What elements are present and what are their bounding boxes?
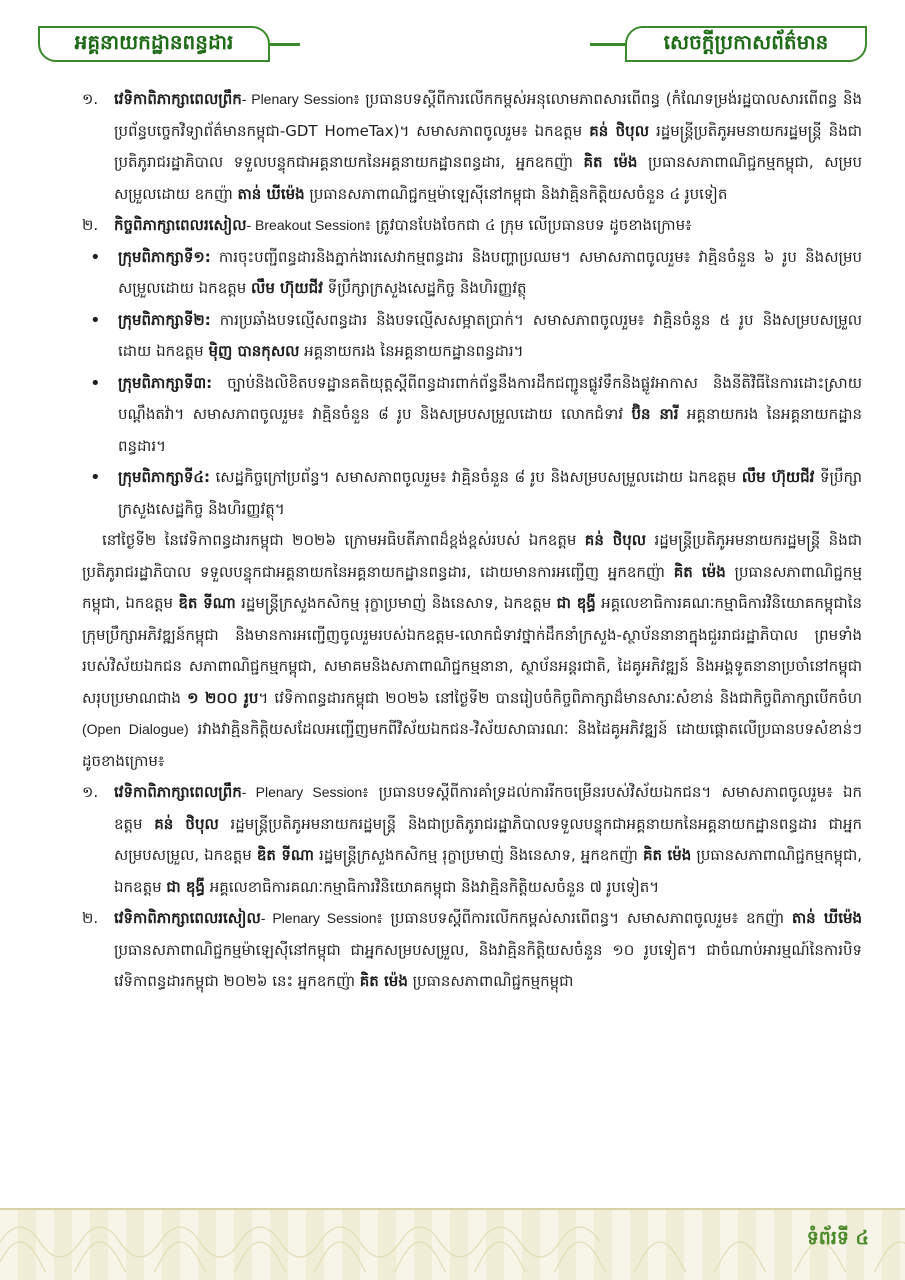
list-number: ១. (82, 783, 99, 801)
person-name: គិត ម៉េង (673, 562, 726, 581)
person-name: ប៊ិន នារី (631, 405, 679, 423)
group-heading: ក្រុមពិភាក្សាទី១: (118, 247, 211, 266)
group-heading: ក្រុមពិភាក្សាទី៤: (118, 468, 210, 486)
person-name: ម៉ិញ បានកុសល (208, 342, 300, 360)
session-type: - Plenary Session៖ (241, 91, 360, 107)
bullet-icon: • (90, 467, 101, 488)
item-text: ប្រធានសភាពាណិជ្ជកម្មម៉ាឡេស៊ីនៅកម្ពុជា ជាអ្នកសម្របសម្រួល, និងវាគ្មិនកិត្តិយសចំនួន ១០ រូបទៀត។ ជាចំណាប់អារម្មណ៍នៃការបិទវេទិកាពន្ធដារកម្ពុជា ២០២៦ នេះ អ្នកឧកញ៉ា (114, 940, 862, 990)
person-name: លឹម ហ៊ុយជីវ (741, 468, 815, 486)
person-name: តាន់ ឃីម៉េង (791, 909, 862, 927)
para-text: នៅថ្ងៃទី២ នៃវេទិកាពន្ធដារកម្ពុជា ២០២៦ ក្រោមអធិបតីភាពដ៏ខ្ពង់ខ្ពស់របស់ ឯកឧត្តម (102, 531, 585, 549)
page-number: ទំព័រទី ៤ (806, 1227, 869, 1249)
item-text: ប្រធានសភាពាណិជ្ជកម្មកម្ពុជា (407, 972, 574, 990)
day-two-paragraph (82, 525, 862, 777)
person-name: លឹម ហ៊ុយជីវ (251, 279, 323, 297)
group-text: ច្បាប់និងលិខិតបទដ្ឋានគតិយុត្តស្តីពីពន្ធដារពាក់ព័ន្ធនឹងការដឹកជញ្ជូនផ្លូវទឹកនិងផ្លូវអាកាស និងនីតិវិធីនៃការដោះស្រាយបណ្តឹងតវ៉ា។ សមាសភាពចូលរួម៖ វាគ្មិនចំនួន ៨ រូប និងសម្របសម្រួលដោយ លោកជំទាវ (118, 373, 862, 423)
footer-pattern-icon (0, 1212, 905, 1272)
item-text: អគ្គលេខាធិការគណៈកម្មាធិការវិនិយោគកម្ពុជា និងវាគ្មិនកិត្តិយសចំនួន ៧ រូបទៀត។ (204, 877, 660, 896)
group-item (82, 305, 862, 368)
group-text: ការប្រឆាំងបទល្មើសពន្ធដារ និងបទល្មើសសម្អាតប្រាក់។ សមាសភាពចូលរួម៖ វាគ្មិនចំនួន ៥ រូប និងសម្របសម្រួលដោយ ឯកឧត្តម (118, 310, 862, 360)
item-text: ប្រធានសភាពាណិជ្ជកម្មកម្ពុជា, ឯកឧត្តម (114, 846, 862, 896)
group-text: ការចុះបញ្ជីពន្ធដារនិងភ្នាក់ងារសេវាកម្មពន្ធដារ និងបញ្ហាប្រឈម។ សមាសភាពចូលរួម៖ វាគ្មិនចំនួន ៦ រូប និងសម្របសម្រួលដោយ ឯកឧត្តម (118, 247, 862, 297)
group-heading: ក្រុមពិភាក្សាទី៣: (118, 373, 213, 392)
item-text: រដ្ឋមន្រ្តីប្រតិភូអមនាយករដ្ឋមន្រ្តី និងជាប្រតិភូរាជរដ្ឋាភិបាលទទួលបន្ទុកជាអគ្គនាយកនៃអគ្គនាយកដ្ឋានពន្ធដារ ជាអ្នកសម្របសម្រួល, ឯកឧត្តម (114, 814, 862, 864)
person-name: ជា ឌុង្ធី (166, 877, 205, 896)
article-body (82, 84, 862, 998)
bullet-icon: • (90, 372, 101, 394)
bullet-icon: • (90, 246, 101, 268)
para-text: រវាងវាគ្មិនកិត្តិយសដែលអញ្ជើញមកពីវិស័យឯកជន-វិស័យសាធារណៈ និងដៃគូអភិវឌ្ឍន៍ ដោយផ្តោតលើប្រធានបទសំខាន់ៗ ដូចខាងក្រោម៖ (82, 720, 862, 770)
header-rule-left (270, 43, 300, 46)
para-text: អគ្គលេខាធិការគណៈកម្មាធិការវិនិយោគកម្ពុជានៃក្រុមប្រឹក្សាអភិវឌ្ឍន៍កម្ពុជា និងមានការអញ្ជើញចូលរួមរបស់ឯកឧត្តម-លោកជំទាវថ្នាក់ដឹកនាំក្រសួង-ស្ថាប័ននានាក្នុងជួររាជរដ្ឋាភិបាល ព្រមទាំងរបស់វិស័យឯកជន សភាពាណិជ្ជកម្មកម្ពុជា, សមាគមនិងសភាពាណិជ្ជកម្មនានា, ស្ថាប័នអន្តរជាតិ, ដៃគូអភិវឌ្ឍន៍ និងអង្គទូតនានាប្រចាំនៅកម្ពុជា សរុបប្រមាណជាង (82, 594, 863, 707)
attendance-count: ១ ២០០ រូប (187, 688, 259, 707)
list-number: ២. (82, 909, 99, 927)
person-name: ជា ឌុង្ធី (556, 594, 596, 612)
session-heading: វេទិកាពិភាក្សាពេលព្រឹក (114, 90, 242, 108)
para-text: រដ្ឋមន្រ្តីប្រតិភូអមនាយករដ្ឋមន្រ្តី និងជាប្រតិភូរាជរដ្ឋាភិបាល ទទួលបន្ទុកជាអគ្គនាយកនៃអគ្គនាយកដ្ឋានពន្ធដារ, ដោយមានការអញ្ជើញ អ្នកឧកញ៉ា (82, 531, 863, 581)
list-number: ២. (82, 216, 99, 234)
session-type: - Plenary Session៖ (241, 784, 369, 800)
person-name: ឌិត ទីណា (178, 594, 236, 612)
person-name: គិត ម៉េង (583, 153, 638, 171)
group-text: ទីប្រឹក្សាក្រសួងសេដ្ឋកិច្ច និងហិរញ្ញវត្ថុ។ (118, 468, 863, 518)
header-right-title (625, 26, 867, 62)
person-name: គិត ម៉េង (642, 846, 692, 864)
group-text: ទីប្រឹក្សាក្រសួងសេដ្ឋកិច្ច និងហិរញ្ញវត្ថុ (322, 279, 527, 297)
open-dialogue-label: (Open Dialogue) (82, 721, 189, 737)
group-text: អគ្គនាយករង នៃអគ្គនាយកដ្ឋានពន្ធដារ។ (299, 342, 524, 360)
group-heading: ក្រុមពិភាក្សាទី២: (118, 310, 211, 329)
group-item (82, 242, 862, 305)
para-text: ប្រធានសភាពាណិជ្ជកម្មកម្ពុជា, ឯកឧត្តម (82, 562, 862, 612)
person-name: គិត ម៉េង (359, 972, 408, 990)
person-name: តាន់ ឃីម៉េង (237, 184, 305, 203)
footer-divider (0, 1208, 905, 1210)
group-item (82, 368, 862, 463)
item-text: ប្រធានសភាពាណិជ្ជកម្មម៉ាឡេស៊ីនៅកម្ពុជា និងវាគ្មិនកិត្តិយសចំនួន ៤ រូបទៀត (304, 184, 728, 203)
para-text: រដ្ឋមន្រ្តីក្រសួងកសិកម្ម រុក្ខាប្រមាញ់ និងនេសាទ, ឯកឧត្តម (235, 594, 557, 612)
item-text: ប្រធានសភាពាណិជ្ជកម្មកម្ពុជា, សម្របសម្រួលដោយ ឧកញ៉ា (114, 153, 862, 203)
item-text: ប្រធានបទស្តីពីការគាំទ្រដល់ការរីកចម្រើនរបស់វិស័យឯកជន។ សមាសភាពចូលរួម៖ ឯកឧត្តម (114, 783, 863, 833)
item-text: ប្រធានបទស្តីពីការលើកកម្ពស់សារពើពន្ធ។ សមាសភាពចូលរួម៖ ឧកញ៉ា (382, 909, 792, 927)
group-text: សេដ្ឋកិច្ចក្រៅប្រព័ន្ធ។ សមាសភាពចូលរួម៖ វាគ្មិនចំនួន ៨ រូប និងសម្របសម្រួលដោយ ឯកឧត្តម (210, 468, 742, 486)
bullet-icon: • (90, 309, 101, 331)
list-item-day2-afternoon (82, 903, 862, 998)
session-type: - Breakout Session៖ (246, 217, 371, 233)
person-name: គន់ ថិបុល (154, 814, 219, 833)
list-item-afternoon-session (82, 210, 862, 242)
item-text: រដ្ឋមន្រ្តីប្រតិភូអមនាយករដ្ឋមន្រ្តី និងជាប្រតិភូរាជរដ្ឋាភិបាល ទទួលបន្ទុកជាអគ្គនាយកនៃអគ្គនាយកដ្ឋានពន្ធដារ, អ្នកឧកញ៉ា (114, 121, 862, 171)
session-heading: វេទិកាពិភាក្សាពេលរសៀល (114, 909, 261, 927)
item-text: ប្រធានបទស្តីពីការលើកកម្ពស់អនុលោមភាពសារពើពន្ធ (កំណែទម្រង់រដ្ឋបាលសារពើពន្ធ និងប្រព័ន្ធបច្ចេកវិទ្យាព័ត៌មានកម្ពុជា-GDT HomeTax)។ សមាសភាពចូលរួម៖ ឯកឧត្តម (114, 90, 862, 140)
list-number: ១. (82, 90, 99, 108)
group-text: អគ្គនាយករង នៃអគ្គនាយកដ្ឋានពន្ធដារ។ (118, 405, 862, 455)
para-text: ។ វេទិកាពន្ធដារកម្ពុជា ២០២៦ នៅថ្ងៃទី២ បានរៀបចំកិច្ចពិភាក្សាដ៏មានសារៈសំខាន់ និងជាកិច្ចពិភាក្សាបើកចំហ (258, 688, 862, 707)
session-heading: កិច្ចពិភាក្សាពេលរសៀល (114, 216, 247, 234)
person-name: គន់ ថិបុល (584, 531, 647, 549)
session-type: - Plenary Session៖ (260, 910, 383, 926)
header-rule-right (590, 43, 625, 46)
item-text: រដ្ឋមន្រ្តីក្រសួងកសិកម្ម រុក្ខាប្រមាញ់ និងនេសាទ, អ្នកឧកញ៉ា (313, 846, 643, 864)
list-item-morning-session (82, 84, 862, 210)
person-name: ឌិត ទីណា (256, 846, 314, 864)
session-heading: វេទិកាពិភាក្សាពេលព្រឹក (114, 783, 242, 801)
list-item-day2-morning (82, 777, 862, 903)
person-name: គន់ ថិបុល (589, 121, 649, 140)
header-left-title (38, 26, 270, 62)
header-left-text: អគ្គនាយកដ្ឋានពន្ធដារ (74, 30, 234, 54)
item-text: ត្រូវបានបែងចែកជា ៤ ក្រុម លើប្រធានបទ ដូចខាងក្រោម៖ (370, 216, 692, 234)
header-right-text: សេចក្តីប្រកាសព័ត៌មាន (663, 30, 829, 54)
group-item (82, 462, 862, 525)
